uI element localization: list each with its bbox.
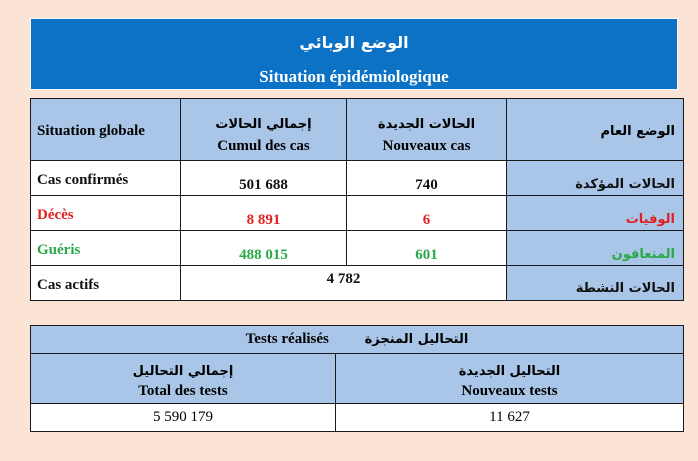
tests-title-fr: Tests réalisés — [245, 331, 329, 347]
tests-values-row — [31, 404, 684, 432]
new-value: 740 — [415, 176, 438, 193]
table-row — [31, 161, 684, 196]
banner-title-ar: الوضع الوبائي — [299, 33, 409, 52]
table-row — [31, 231, 684, 266]
header-cumul — [181, 99, 347, 161]
active-label-ar: الحالات النشطة — [575, 280, 675, 296]
header-total-tests-fr: Total des tests — [138, 382, 228, 399]
new-value: 6 — [422, 211, 431, 228]
header-total-tests-ar: إجمالي التحاليل — [132, 363, 234, 379]
table-row-active — [31, 266, 684, 301]
row-label-fr: Guéris — [37, 241, 81, 258]
row-label-fr: Cas confirmés — [37, 171, 129, 188]
header-new — [347, 99, 507, 161]
header-new-fr: Nouveaux cas — [382, 137, 471, 154]
cumul-value: 501 688 — [239, 176, 288, 193]
active-value: 4 782 — [326, 270, 361, 287]
situation-table — [30, 98, 684, 301]
header-situation-ar: الوضع العام — [507, 99, 684, 161]
tests-title-row — [31, 326, 684, 354]
banner-title-fr: Situation épidémiologique — [259, 67, 449, 86]
header-new-tests-fr: Nouveaux tests — [461, 382, 558, 399]
new-tests-value: 11 627 — [336, 404, 684, 432]
header-new-ar: الحالات الجديدة — [377, 116, 476, 132]
tests-header-row — [31, 354, 684, 404]
header-cumul-ar: إجمالي الحالات — [215, 116, 312, 132]
header-banner — [30, 18, 678, 90]
header-new-tests-ar: التحاليل الجديدة — [458, 363, 561, 379]
cumul-value: 8 891 — [246, 211, 281, 228]
row-label-ar: المتعافون — [611, 246, 675, 262]
row-label-fr: Décès — [37, 206, 74, 223]
row-label-ar: الوفيات — [625, 211, 675, 227]
row-label-ar: الحالات المؤكدة — [575, 176, 675, 192]
cumul-value: 488 015 — [239, 246, 288, 263]
tests-table — [30, 325, 684, 432]
active-label-fr: Cas actifs — [37, 276, 100, 293]
tests-title-ar: التحاليل المنجزة — [364, 332, 469, 347]
header-cumul-fr: Cumul des cas — [217, 137, 310, 154]
situation-header-row — [31, 99, 684, 161]
total-tests-value: 5 590 179 — [31, 404, 336, 432]
table-row — [31, 196, 684, 231]
header-situation-globale: Situation globale — [31, 99, 181, 161]
new-value: 601 — [415, 246, 438, 263]
